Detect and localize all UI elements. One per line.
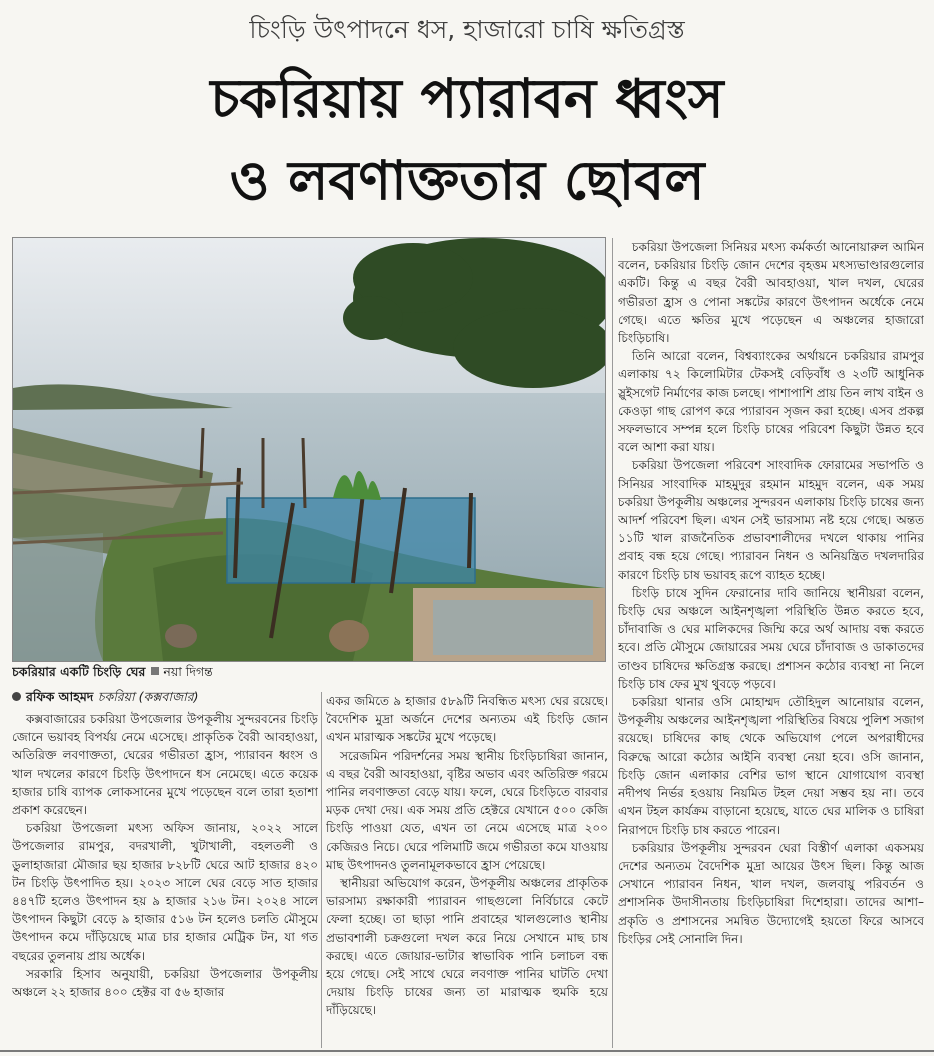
paragraph: চকরিয়া থানার ওসি মোহাম্মদ তৌহিদুল আনোয়ার বলেন, উপকূলীয় অঞ্চলের আইনশৃঙ্খলা পরিস্থিতির বিষয়ে পুলিশ সজাগ রয়েছে। চাষিদের কাছ থেকে অভিযোগ পেলে অপরাধীদের বিরুদ্ধে আরো কঠোর আইনি ব্যবস্থা নেয়া হবে। ওসি জানান, চিংড়ি জোন এলাকার বেশির ভাগ স্থানে যোগাযোগ ব্যবস্থা নদীপথ নির্ভর হওয়ায় নিয়মিত টহল দেয়া সম্ভব হয় না। তবে এখন টহল কার্যক্রম বাড়ানো হয়েছে, যাতে ঘের মালিক ও চাষিরা নিরাপদে চিংড়ি চাষ করতে পারেন।: [618, 695, 924, 837]
paragraph: কক্সবাজারের চকরিয়া উপজেলার উপকূলীয় সুন্দরবনের চিংড়ি জোনে ভয়াবহ বিপর্যয় নেমে এসেছে। প্রাকৃতিক বৈরী আবহাওয়া, অতিরিক্ত লবণাক্ততা, ঘেরের গভীরতা হ্রাস, প্যারাবন ধ্বংস ও খাল দখলের কারণে চিংড়ি উৎপাদনে ধস নেমেছে। এতে কয়েক হাজার চাষি ব্যাপক লোকসানের মুখে পড়েছেন বলে তারা হতাশা প্রকাশ করেছেন।: [12, 712, 318, 818]
kicker: চিংড়ি উৎপাদনে ধস, হাজারো চাষি ক্ষতিগ্রস্ত: [249, 15, 685, 44]
paragraph: একর জমিতে ৯ হাজার ৫৮৯টি নিবন্ধিত মৎস্য ঘের রয়েছে। বৈদেশিক মুদ্রা অর্জনে দেশের অন্যতম এই চিংড়ি জোন এখন মারাত্মক সঙ্কটের মুখে পড়েছে।: [326, 694, 608, 745]
byline-location: চকরিয়া (কক্সবাজার): [97, 689, 199, 704]
headline-line-2: ও লবণাক্ততার ছোবল: [229, 149, 705, 212]
paragraph: সরেজমিন পরিদর্শনের সময় স্থানীয় চিংড়িচাষিরা জানান, এ বছর বৈরী আবহাওয়া, বৃষ্টির অভাব এবং অতিরিক্ত গরমে পানির লবণাক্ততা বেড়ে যায়। ফলে, ঘেরে চিংড়িতে বারবার মড়ক দেখা দেয়। এক সময় প্রতি হেক্টরে যেখানে ৫০০ কেজি চিংড়ি পাওয়া যেত, এখন তা নেমে এসেছে মাত্র ২০০ কেজিরও নিচে। ঘেরে পলিমাটি জমে গভীরতা কমে যাওয়ায় মাছ উৎপাদনও তুলনামূলকভাবে হ্রাস পেয়েছে।: [326, 748, 608, 872]
paragraph: চকরিয়া উপজেলা মৎস্য অফিস জানায়, ২০২২ সালে উপজেলার রামপুর, বদরখালী, খুটাখালী, বহলতলী ও ডুলাহাজারা মৌজার ছয় হাজার ৮২৮টি ঘেরে আট হাজার ৪২০ টন চিংড়ি উৎপাদিত হয়। ২০২৩ সালে ঘের বেড়ে সাত হাজার ৪৪৭টি হলেও উৎপাদন হয় ৯ হাজার ২১৬ টন। ২০২৪ সালে উৎপাদন কিছুটা বেড়ে ৯ হাজার ৫১৬ টন হলেও চলতি মৌসুমে উৎপাদন কমে দাঁড়িয়েছে মাত্র চার হাজার মেট্রিক টন, যা গত বছরের তুলনায় প্রায় অর্ধেক।: [12, 821, 318, 963]
column-divider: [612, 238, 613, 1048]
article-photo: [12, 237, 606, 662]
column-divider: [321, 692, 322, 1048]
headline: [0, 58, 934, 222]
paragraph: চিংড়ি চাষে সুদিন ফেরানোর দাবি জানিয়ে স্থানীয়রা বলেন, চিংড়ি ঘের অঞ্চলে আইনশৃঙ্খলা পরিস্থিতি উন্নত করতে হবে, চাঁদাবাজি ও ঘের মালিকদের জিম্মি করে অর্থ আদায় বন্ধ করতে হবে। প্রতি মৌসুমে জোয়ারের সময় ঘেরে চাঁদাবাজ ও ডাকাতদের তাণ্ডব চাষিদের ক্ষতিগ্রস্ত করছে। প্রশাসন কঠোর ব্যবস্থা না নিলে চিংড়ি চাষ ফের মুখ থুবড়ে পড়বে।: [618, 585, 924, 691]
article-column-2: [326, 692, 608, 1052]
article-column-1: [12, 710, 318, 1050]
article-column-3: [618, 238, 924, 1052]
paragraph: চকরিয়ার উপকূলীয় সুন্দরবন ঘেরা বিস্তীর্ণ এলাকা একসময় দেশের অন্যতম বৈদেশিক মুদ্রা আয়ের উৎস ছিল। কিন্তু আজ সেখানে প্যারাবন নিধন, খাল দখল, জলবায়ু পরিবর্তন ও প্রশাসনিক উদাসীনতায় চিংড়িচাষিরা দিশেহারা। তাদের আশা– প্রকৃতি ও প্রশাসনের সমন্বিত উদ্যোগেই হয়তো ফিরে আসবে চিংড়ির সেই সোনালি দিন।: [618, 840, 924, 946]
bottom-rule: [0, 1050, 934, 1052]
headline-line-1: চকরিয়ায় প্যারাবন ধ্বংস: [210, 67, 724, 130]
photo-source: নয়া দিগন্ত: [163, 664, 213, 679]
square-icon: [151, 667, 159, 675]
paragraph: স্থানীয়রা অভিযোগ করেন, উপকূলীয় অঞ্চলের প্রাকৃতিক ভারসাম্য রক্ষাকারী প্যারাবন গাছগুলো নির্বিচারে কেটে ফেলা হচ্ছে। তা ছাড়া পানি প্রবাহের খালগুলোও স্থানীয় প্রভাবশালী চক্রগুলো দখল করে নিয়ে সেখানে মাছ চাষ করছে। এতে জোয়ার-ভাটার স্বাভাবিক পানি চলাচল বন্ধ হয়ে গেছে। সেই সাথে ঘেরে লবণাক্ত পানির ঘাটতি দেখা দেয়ায় চিংড়ি চাষের জন্য তা মারাত্মক হুমকি হয়ে দাঁড়িয়েছে।: [326, 876, 608, 1018]
byline-name: রফিক আহমদ: [26, 689, 94, 704]
paragraph: সরকারি হিসাব অনুযায়ী, চকরিয়া উপজেলার উপকূলীয় অঞ্চলে ২২ হাজার ৪০০ হেক্টর বা ৫৬ হাজার: [12, 966, 318, 1000]
paragraph: তিনি আরো বলেন, বিশ্বব্যাংকের অর্থায়নে চকরিয়ার রামপুর এলাকায় ৭২ কিলোমিটার টেকসই বেড়িবাঁধ ও ২৩টি আধুনিক স্লুইসগেট নির্মাণের কাজ চলছে। পাশাপাশি প্রায় তিন লাখ বাইন ও কেওড়া গাছ রোপণ করে প্যারাবন সৃজন করা হচ্ছে। এসব প্রকল্প সফলভাবে সম্পন্ন হলে চিংড়ি চাষের পরিবেশ কিছুটা উন্নত হবে বলে আশা করা যায়।: [618, 349, 924, 455]
byline: [12, 689, 332, 709]
photo-caption-text: চকরিয়ার একটি চিংড়ি ঘের: [12, 664, 146, 679]
bullet-icon: [12, 692, 21, 701]
photo-caption: [12, 664, 612, 684]
paragraph: চকরিয়া উপজেলা পরিবেশ সাংবাদিক ফোরামের সভাপতি ও সিনিয়র সাংবাদিক মাহমুদুর রহমান মাহমুদ বলেন, এক সময় চকরিয়া উপকূলীয় অঞ্চলের সুন্দরবন এলাকায় চিংড়ি চাষের জন্য আদর্শ পরিবেশ ছিল। এখন সেই ভারসাম্য নষ্ট হয়ে গেছে। অন্তত ১১টি খাল রাজনৈতিক প্রভাবশালীদের দখলে থাকায় পানির প্রবাহ বন্ধ হয়ে গেছে। প্যারাবন নিধন ও অনিয়ন্ত্রিত দখলদারির কারণে চিংড়ি চাষ ভয়াবহ রূপে ব্যাহত হচ্ছে।: [618, 458, 924, 582]
paragraph: চকরিয়া উপজেলা সিনিয়র মৎস্য কর্মকর্তা আনোয়ারুল আমিন বলেন, চকরিয়ার চিংড়ি জোন দেশের বৃহত্তম মৎস্যভাণ্ডারগুলোর একটি। কিন্তু এ বছর বৈরী আবহাওয়া, খাল দখল, ঘেরের গভীরতা হ্রাস ও পোনা সঙ্কটের কারণে উৎপাদন অর্ধেকে নেমে গেছে। এতে ক্ষতির মুখে পড়েছেন এ অঞ্চলের হাজারো চিংড়িচাষি।: [618, 240, 924, 346]
